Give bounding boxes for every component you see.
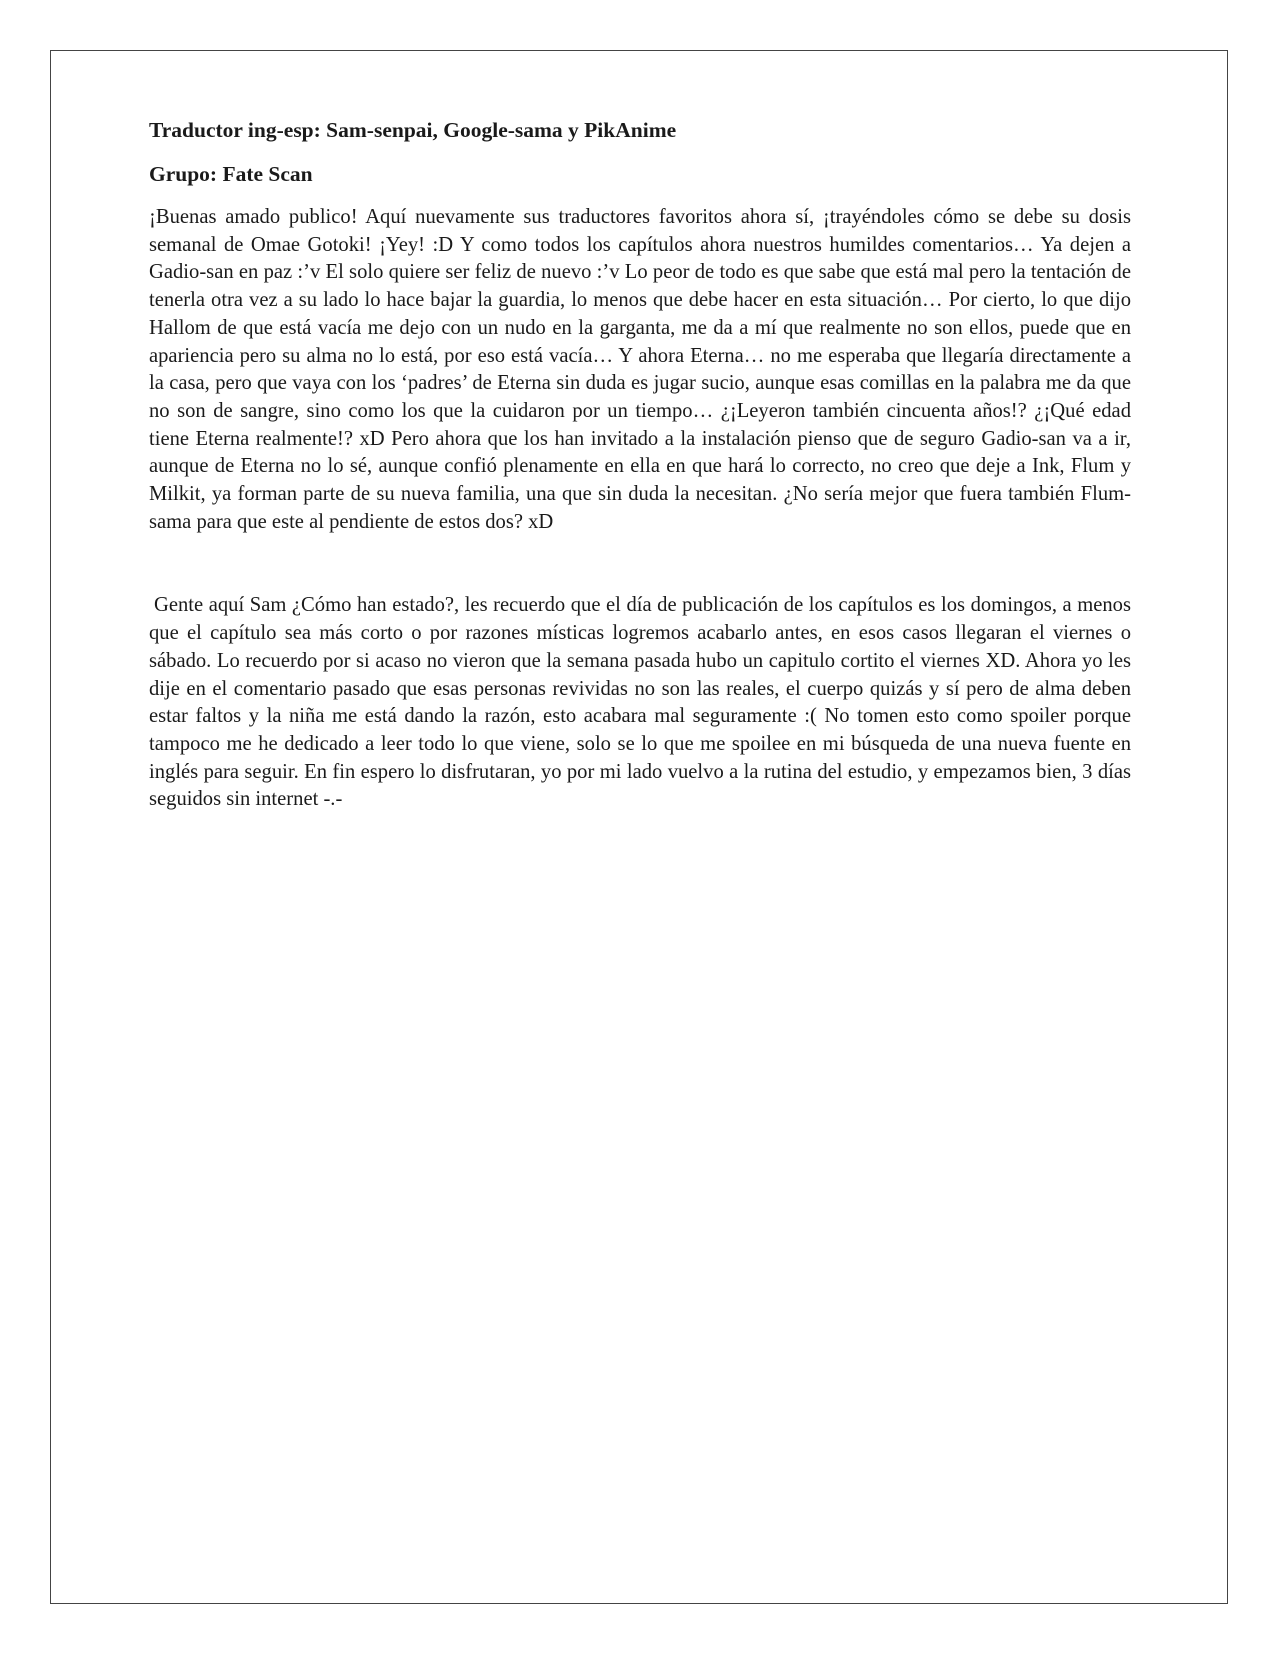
document-body	[149, 116, 1131, 814]
paragraph-spacer	[149, 536, 1131, 592]
paragraph-sam-comment: Gente aquí Sam ¿Cómo han estado?, les recuerdo que el día de publicación de los capítulos es los domingos, a menos que el capítulo sea más corto o por razones místicas logremos acabarlo antes, en esos casos llegaran el viernes o sábado. Lo recuerdo por si acaso no vieron que la semana pasada hubo un capitulo cortito el viernes XD. Ahora yo les dije en el comentario pasado que esas personas revividas no son las reales, el cuerpo quizás y sí pero de alma deben estar faltos y la niña me está dando la razón, esto acabara mal seguramente :( No tomen esto como spoiler porque tampoco me he dedicado a leer todo lo que viene, solo se lo que me spoilee en mi búsqueda de una nueva fuente en inglés para seguir. En fin espero lo disfrutaran, yo por mi lado vuelvo a la rutina del estudio, y empezamos bien, 3 días seguidos sin internet -.-	[149, 594, 1131, 811]
group-heading: Grupo: Fate Scan	[149, 162, 313, 186]
paragraph-translators-comment: ¡Buenas amado publico! Aquí nuevamente sus traductores favoritos ahora sí, ¡trayéndoles cómo se debe su dosis semanal de Omae Gotoki! ¡Yey! :D Y como todos los capítulos ahora nuestros humildes comentarios… Ya dejen a Gadio-san en paz :’v El solo quiere ser feliz de nuevo :’v Lo peor de todo es que sabe que está mal pero la tentación de tenerla otra vez a su lado lo hace bajar la guardia, lo menos que debe hacer en esta situación… Por cierto, lo que dijo Hallom de que está vacía me dejo con un nudo en la garganta, me da a mí que realmente no son ellos, puede que en apariencia pero su alma no lo está, por eso está vacía… Y ahora Eterna… no me esperaba que llegaría directamente a la casa, pero que vaya con los ‘padres’ de Eterna sin duda es jugar sucio, aunque esas comillas en la palabra me da que no son de sangre, sino como los que la cuidaron por un tiempo… ¿¡Leyeron también cincuenta años!? ¿¡Qué edad tiene Eterna realmente!? xD Pero ahora que los han invitado a la instalación pienso que de seguro Gadio-san va a ir, aunque de Eterna no lo sé, aunque confió plenamente en ella en que hará lo correcto, no creo que deje a Ink, Flum y Milkit, ya forman parte de su nueva familia, una que sin duda la necesitan. ¿No sería mejor que fuera también Flum-sama para que este al pendiente de estos dos? xD	[149, 206, 1131, 533]
translators-heading: Traductor ing-esp: Sam-senpai, Google-sama y PikAnime	[149, 118, 677, 142]
